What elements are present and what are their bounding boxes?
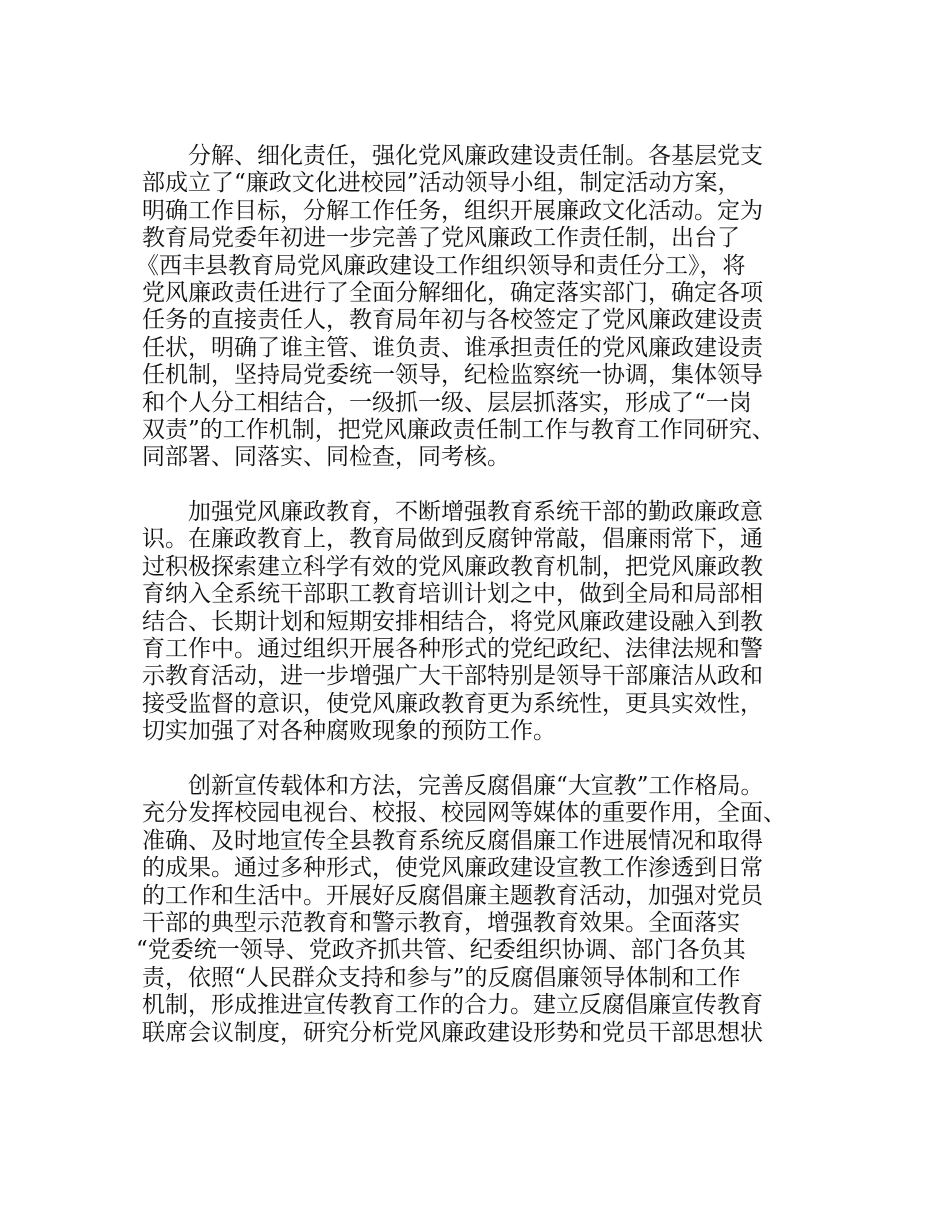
- text-line: 双责”的工作机制，把党风廉政责任制工作与教育工作同研究、: [142, 416, 775, 443]
- text-line: 《西丰县教育局党风廉政建设工作组织领导和责任分工》，将: [136, 252, 746, 279]
- text-line: 识。在廉政教育上，教育局做到反腐钟常敲，倡廉雨常下，通: [142, 526, 763, 553]
- text-line: 任务的直接责任人，教育局年初与各校签定了党风廉政建设责: [142, 307, 763, 334]
- text-line: 加强党风廉政教育，不断增强教育系统干部的勤政廉政意: [188, 499, 763, 526]
- text-line: 接受监督的意识，使党风廉政教育更为系统性，更具实效性，: [142, 690, 763, 717]
- text-line: 育纳入全系统干部职工教育培训计划之中，做到全局和局部相: [142, 581, 763, 608]
- text-line: 的成果。通过多种形式，使党风廉政建设宣教工作渗透到日常: [142, 855, 763, 882]
- text-line: 机制，形成推进宣传教育工作的合力。建立反腐倡廉宣传教育: [142, 992, 763, 1019]
- text-line: 部成立了“廉政文化进校园”活动领导小组，制定活动方案，: [142, 170, 741, 197]
- document-body: [136, 143, 832, 1074]
- text-line: 教育局党委年初进一步完善了党风廉政工作责任制，出台了: [142, 225, 740, 252]
- text-line: 分解、细化责任，强化党风廉政建设责任制。各基层党支: [188, 143, 763, 169]
- text-line: “党委统一领导、党政齐抓共管、纪委组织协调、部门各负其: [136, 937, 746, 964]
- text-line: 和个人分工相结合，一级抓一级、层层抓落实，形成了“一岗: [142, 389, 752, 416]
- text-line: 党风廉政责任进行了全面分解细化，确定落实部门，确定各项: [142, 279, 763, 306]
- text-line: 切实加强了对各种腐败现象的预防工作。: [142, 718, 556, 745]
- text-line: 明确工作目标，分解工作任务，组织开展廉政文化活动。定为: [142, 197, 763, 224]
- paragraph-education: [142, 499, 832, 746]
- paragraph-publicity: [136, 772, 832, 1047]
- text-line: 创新宣传载体和方法，完善反腐倡廉“大宣教”工作格局。: [188, 772, 764, 799]
- text-line: 充分发挥校园电视台、校报、校园网等媒体的重要作用，全面、: [142, 800, 786, 827]
- text-line: 结合、长期计划和短期安排相结合，将党风廉政建设融入到教: [142, 608, 763, 635]
- text-line: 联席会议制度，研究分析党风廉政建设形势和党员干部思想状: [142, 1019, 763, 1046]
- text-line: 同部署、同落实、同检查，同考核。: [142, 444, 510, 471]
- text-line: 干部的典型示范教育和警示教育，增强教育效果。全面落实: [142, 909, 740, 936]
- text-line: 的工作和生活中。开展好反腐倡廉主题教育活动，加强对党员: [142, 882, 763, 909]
- text-line: 任状，明确了谁主管、谁负责、谁承担责任的党风廉政建设责: [142, 334, 763, 361]
- text-line: 过积极探索建立科学有效的党风廉政教育机制，把党风廉政教: [142, 553, 763, 580]
- text-line: 责，依照“人民群众支持和参与”的反腐倡廉领导体制和工作: [142, 964, 741, 991]
- text-line: 育工作中。通过组织开展各种形式的党纪政纪、法律法规和警: [142, 636, 763, 663]
- text-line: 准确、及时地宣传全县教育系统反腐倡廉工作进展情况和取得: [142, 827, 763, 854]
- text-line: 示教育活动，进一步增强广大干部特别是领导干部廉洁从政和: [142, 663, 763, 690]
- paragraph-responsibility: [136, 143, 832, 472]
- text-line: 任机制，坚持局党委统一领导，纪检监察统一协调，集体领导: [142, 362, 763, 389]
